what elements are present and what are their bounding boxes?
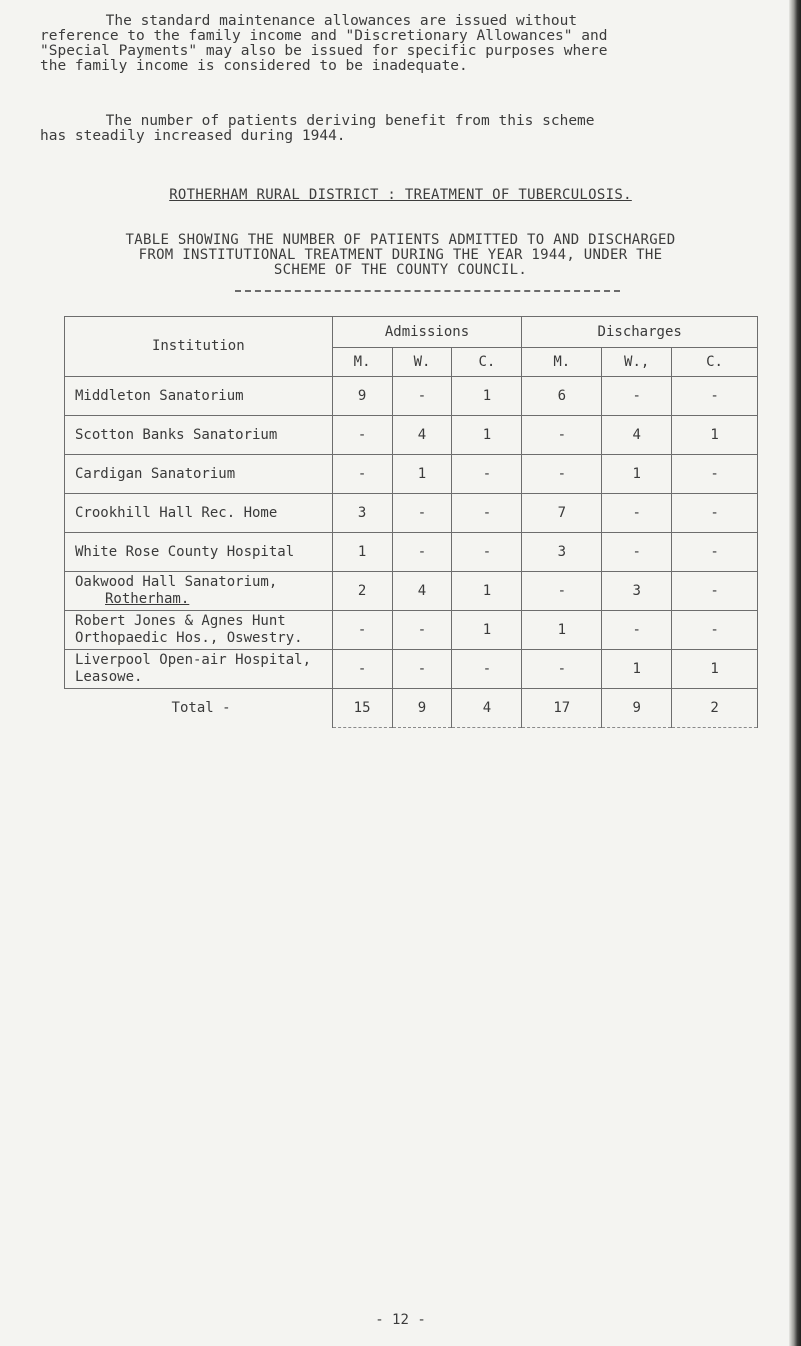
table-row: [65, 494, 758, 533]
value-cell: 1: [452, 611, 522, 650]
table-row: [65, 377, 758, 416]
discharges-children-header: C.: [672, 348, 758, 377]
value-cell: 2: [332, 572, 392, 611]
institution-name: Cardigan Sanatorium: [75, 465, 236, 482]
value-cell: 7: [522, 494, 602, 533]
value-cell: -: [672, 572, 758, 611]
institution-cell: [65, 650, 333, 689]
institution-name: White Rose County Hospital: [75, 543, 295, 560]
institution-name: Scotton Banks Sanatorium: [75, 426, 278, 443]
table-row: [65, 611, 758, 650]
admissions-discharges-table: [64, 316, 758, 728]
institution-cell: [65, 611, 333, 650]
discharges-women-header: W.,: [602, 348, 672, 377]
total-label: Total -: [65, 689, 333, 728]
table-row: [65, 533, 758, 572]
value-cell: 1: [672, 416, 758, 455]
value-cell: 1: [522, 611, 602, 650]
value-cell: -: [602, 494, 672, 533]
table-caption-line-3: SCHEME OF THE COUNTY COUNCIL.: [273, 262, 528, 278]
text-line: the family income is considered to be inadequate.: [40, 58, 468, 74]
value-cell: 6: [522, 377, 602, 416]
institution-name: Crookhill Hall Rec. Home: [75, 504, 278, 521]
total-value: 4: [452, 689, 522, 728]
value-cell: -: [672, 377, 758, 416]
value-cell: -: [522, 650, 602, 689]
institution-cell: [65, 377, 333, 416]
table-row: [65, 455, 758, 494]
value-cell: -: [392, 611, 452, 650]
page-number: - 12 -: [375, 1312, 426, 1328]
value-cell: -: [452, 494, 522, 533]
value-cell: -: [392, 494, 452, 533]
value-cell: -: [392, 377, 452, 416]
value-cell: 1: [392, 455, 452, 494]
text-line: The number of patients deriving benefit from this scheme: [62, 113, 595, 129]
total-value: 2: [672, 689, 758, 728]
value-cell: 4: [392, 572, 452, 611]
institution-name: Robert Jones & Agnes Hunt: [75, 613, 286, 629]
value-cell: 4: [602, 416, 672, 455]
section-heading: ROTHERHAM RURAL DISTRICT : TREATMENT OF TUBERCULOSIS.: [169, 187, 632, 203]
institution-location: Orthopaedic Hos., Oswestry.: [75, 630, 303, 646]
value-cell: -: [522, 572, 602, 611]
value-cell: -: [392, 650, 452, 689]
value-cell: 1: [452, 377, 522, 416]
value-cell: -: [522, 455, 602, 494]
value-cell: 3: [332, 494, 392, 533]
discharges-header: Discharges: [522, 317, 758, 348]
value-cell: -: [602, 533, 672, 572]
table-caption-line-2: FROM INSTITUTIONAL TREATMENT DURING THE YEAR 1944, UNDER THE: [138, 247, 663, 263]
value-cell: 3: [522, 533, 602, 572]
total-row: [65, 689, 758, 728]
total-value: 15: [332, 689, 392, 728]
table-caption-line-1: TABLE SHOWING THE NUMBER OF PATIENTS ADMITTED TO AND DISCHARGED: [125, 232, 676, 248]
institution-location: Leasowe.: [75, 669, 143, 685]
value-cell: -: [672, 533, 758, 572]
admissions-children-header: C.: [452, 348, 522, 377]
value-cell: -: [672, 494, 758, 533]
intro-paragraph-1: [40, 13, 787, 74]
table-row: [65, 572, 758, 611]
text-line: has steadily increased during 1944.: [40, 128, 346, 144]
value-cell: 1: [452, 416, 522, 455]
value-cell: 3: [602, 572, 672, 611]
institution-cell: [65, 494, 333, 533]
value-cell: 4: [392, 416, 452, 455]
value-cell: -: [392, 533, 452, 572]
text-line: reference to the family income and "Discretionary Allowances" and: [40, 28, 608, 44]
text-line: "Special Payments" may also be issued for specific purposes where: [40, 43, 608, 59]
institution-name: Middleton Sanatorium: [75, 387, 244, 404]
institution-header: Institution: [65, 317, 333, 377]
value-cell: 1: [602, 650, 672, 689]
value-cell: -: [452, 533, 522, 572]
institution-name: Oakwood Hall Sanatorium,: [75, 574, 278, 590]
total-value: 9: [392, 689, 452, 728]
institution-cell: [65, 533, 333, 572]
value-cell: -: [672, 611, 758, 650]
value-cell: -: [522, 416, 602, 455]
value-cell: 1: [602, 455, 672, 494]
intro-paragraph-2: [40, 113, 787, 144]
institution-location: Rotherham.: [105, 591, 190, 607]
value-cell: -: [332, 416, 392, 455]
value-cell: -: [602, 377, 672, 416]
value-cell: -: [452, 455, 522, 494]
institution-name: Liverpool Open-air Hospital,: [75, 652, 312, 668]
value-cell: -: [452, 650, 522, 689]
value-cell: 1: [452, 572, 522, 611]
institution-cell: [65, 416, 333, 455]
value-cell: -: [602, 611, 672, 650]
discharges-men-header: M.: [522, 348, 602, 377]
table-row: [65, 416, 758, 455]
value-cell: 1: [672, 650, 758, 689]
value-cell: -: [332, 455, 392, 494]
value-cell: -: [332, 650, 392, 689]
admissions-women-header: W.: [392, 348, 452, 377]
value-cell: 1: [332, 533, 392, 572]
table-header-row: [65, 317, 758, 348]
value-cell: -: [332, 611, 392, 650]
institution-cell: [65, 572, 333, 611]
table-row: [65, 650, 758, 689]
value-cell: 9: [332, 377, 392, 416]
total-value: 17: [522, 689, 602, 728]
admissions-men-header: M.: [332, 348, 392, 377]
value-cell: -: [672, 455, 758, 494]
institution-cell: [65, 455, 333, 494]
admissions-header: Admissions: [332, 317, 522, 348]
text-line: The standard maintenance allowances are issued without: [62, 13, 578, 29]
caption-divider: [235, 290, 620, 292]
total-value: 9: [602, 689, 672, 728]
